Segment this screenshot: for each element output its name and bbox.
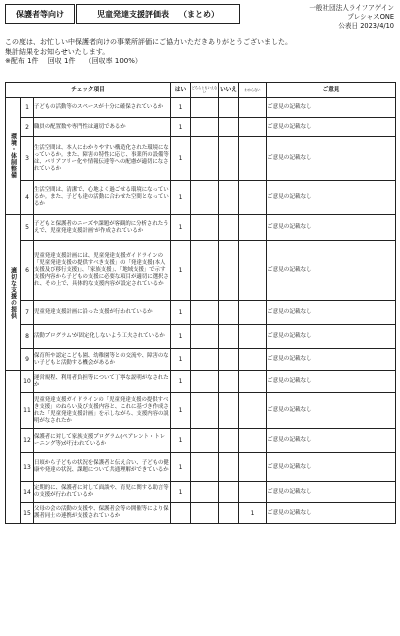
item-number: 12 xyxy=(21,429,34,453)
comment-cell: ご意見の記載なし xyxy=(267,429,396,453)
intro-thanks: この度は、お忙しい中保護者向けの事業所評価にご協力いただきありがとうございました。 xyxy=(5,38,292,46)
check-item-text: 定期的に、保護者に対して面談や、育児に関する助言等の支援が行われているか xyxy=(34,482,171,503)
table-row xyxy=(6,429,396,453)
answer-yes-count: 1 xyxy=(171,215,191,241)
answer-no-count xyxy=(219,98,239,118)
item-number: 6 xyxy=(21,241,34,301)
answer-no-count xyxy=(219,453,239,482)
answer-yes-count: 1 xyxy=(171,137,191,181)
category-cell: 適切な支援の提供 xyxy=(6,215,21,371)
check-item-text: 児童発達支援ガイドラインの「児童発達支援の提供すべき支援」のねらい及び支援内容と、これに基づき作成された「児童発達支援計画」を示しながら、支援内容の説明がなされたか xyxy=(34,393,171,429)
answer-no-count xyxy=(219,393,239,429)
comment-cell: ご意見の記載なし xyxy=(267,371,396,393)
table-row xyxy=(6,118,396,137)
item-number: 14 xyxy=(21,482,34,503)
answer-unknown-count xyxy=(239,118,267,137)
table-row xyxy=(6,98,396,118)
table-row xyxy=(6,325,396,349)
answer-no-count xyxy=(219,429,239,453)
comment-cell: ご意見の記載なし xyxy=(267,137,396,181)
answer-no-count xyxy=(219,371,239,393)
answer-unknown-count xyxy=(239,393,267,429)
answer-yes-count: 1 xyxy=(171,453,191,482)
check-item-text: 児童発達支援計画に沿った支援が行われているか xyxy=(34,301,171,325)
answer-yes-count: 1 xyxy=(171,98,191,118)
answer-unknown-count xyxy=(239,181,267,215)
answer-unknown-count xyxy=(239,301,267,325)
check-item-text: 日頃から子どもの状況を保護者と伝え合い、子どもの健康や発達の状況、課題について共通理解ができているか xyxy=(34,453,171,482)
check-item-text: 保護者に対して家族支援プログラム(ペアレント・トレーニング等)が行われているか xyxy=(34,429,171,453)
answer-neither-count xyxy=(191,503,219,524)
comment-cell: ご意見の記載なし xyxy=(267,301,396,325)
item-number: 8 xyxy=(21,325,34,349)
table-row xyxy=(6,241,396,301)
comment-cell: ご意見の記載なし xyxy=(267,349,396,371)
header-yes: はい xyxy=(171,83,191,98)
answer-no-count xyxy=(219,241,239,301)
answer-yes-count: 1 xyxy=(171,393,191,429)
answer-unknown-count xyxy=(239,429,267,453)
answer-unknown-count xyxy=(239,241,267,301)
answer-neither-count xyxy=(191,98,219,118)
comment-cell: ご意見の記載なし xyxy=(267,181,396,215)
item-number: 3 xyxy=(21,137,34,181)
check-item-text: 子どもと保護者のニーズや課題が客観的に分析されたうえで、児童発達支援計画'が作成されているか xyxy=(34,215,171,241)
check-item-text: 職員の配置数や専門性は適切であるか xyxy=(34,118,171,137)
item-number: 5 xyxy=(21,215,34,241)
answer-yes-count: 1 xyxy=(171,429,191,453)
comment-cell: ご意見の記載なし xyxy=(267,118,396,137)
title-box xyxy=(76,4,240,24)
header-neither: どちらともいえない xyxy=(191,83,219,98)
header-comment: ご意見 xyxy=(267,83,396,98)
document-title: 児童発達支援評価表 xyxy=(97,9,169,19)
header-no: いいえ xyxy=(219,83,239,98)
answer-unknown-count xyxy=(239,482,267,503)
org-name: 一般社団法人ライフアゲイン xyxy=(309,4,394,12)
answer-neither-count xyxy=(191,349,219,371)
answer-unknown-count xyxy=(239,371,267,393)
answer-no-count xyxy=(219,349,239,371)
answer-neither-count xyxy=(191,181,219,215)
document-subtitle: （まとめ） xyxy=(179,9,219,19)
category-cell xyxy=(6,371,21,524)
answer-neither-count xyxy=(191,371,219,393)
item-number: 1 xyxy=(21,98,34,118)
audience-box xyxy=(5,4,75,24)
answer-yes-count: 1 xyxy=(171,349,191,371)
comment-cell: ご意見の記載なし xyxy=(267,453,396,482)
item-number: 15 xyxy=(21,503,34,524)
check-item-text: 父母の会の活動の支援や、保護者会等の開催等により保護者同士の連携が支援されているか xyxy=(34,503,171,524)
answer-yes-count: 1 xyxy=(171,181,191,215)
intro-response-rate: ※配布 1件 回収 1件 （回収率 100%） xyxy=(5,57,142,65)
table-row xyxy=(6,482,396,503)
table-row xyxy=(6,393,396,429)
check-item-text: 活動プログラム'が固定化しないよう工夫されているか xyxy=(34,325,171,349)
answer-neither-count xyxy=(191,301,219,325)
answer-yes-count: 1 xyxy=(171,482,191,503)
answer-no-count xyxy=(219,482,239,503)
answer-neither-count xyxy=(191,137,219,181)
answer-yes-count: 1 xyxy=(171,371,191,393)
answer-yes-count: 1 xyxy=(171,325,191,349)
publish-date: 公表日 2023/4/10 xyxy=(338,22,394,30)
table-row xyxy=(6,371,396,393)
table-row xyxy=(6,215,396,241)
comment-cell: ご意見の記載なし xyxy=(267,482,396,503)
intro-results: 集計結果をお知らせいたします。 xyxy=(5,47,110,56)
item-number: 13 xyxy=(21,453,34,482)
header-unknown: わからない xyxy=(239,83,267,98)
answer-neither-count xyxy=(191,453,219,482)
comment-cell: ご意見の記載なし xyxy=(267,503,396,524)
item-number: 7 xyxy=(21,301,34,325)
answer-no-count xyxy=(219,503,239,524)
answer-yes-count: 1 xyxy=(171,241,191,301)
answer-no-count xyxy=(219,325,239,349)
organization-block xyxy=(309,4,394,31)
check-item-text: 生活空間は、本人にわかりやすい構造化された環境になっているか。また、障害の特性に応じ、事業所の設備等は、バリアフリー化や情報伝達等への配慮が適切になされているか xyxy=(34,137,171,181)
category-cell: 環境・体制整備 xyxy=(6,98,21,215)
item-number: 4 xyxy=(21,181,34,215)
facility-name: プレシャスONE xyxy=(347,13,394,21)
table-row xyxy=(6,349,396,371)
answer-no-count xyxy=(219,301,239,325)
comment-cell: ご意見の記載なし xyxy=(267,325,396,349)
answer-unknown-count xyxy=(239,349,267,371)
evaluation-table xyxy=(5,82,396,524)
answer-neither-count xyxy=(191,325,219,349)
table-body xyxy=(6,98,396,524)
answer-unknown-count xyxy=(239,98,267,118)
answer-neither-count xyxy=(191,393,219,429)
answer-no-count xyxy=(219,137,239,181)
audience-label: 保護者等向け xyxy=(16,9,64,19)
answer-yes-count: 1 xyxy=(171,118,191,137)
table-row xyxy=(6,453,396,482)
answer-unknown-count xyxy=(239,453,267,482)
item-number: 2 xyxy=(21,118,34,137)
answer-no-count xyxy=(219,215,239,241)
table-row xyxy=(6,301,396,325)
answer-no-count xyxy=(219,118,239,137)
answer-neither-count xyxy=(191,429,219,453)
answer-neither-count xyxy=(191,482,219,503)
answer-unknown-count xyxy=(239,325,267,349)
answer-unknown-count xyxy=(239,215,267,241)
answer-neither-count xyxy=(191,118,219,137)
check-item-text: 保育所や認定こども園、幼稚園等との交流や、障害のない子どもと活動する機会があるか xyxy=(34,349,171,371)
answer-unknown-count xyxy=(239,137,267,181)
comment-cell: ご意見の記載なし xyxy=(267,241,396,301)
item-number: 9 xyxy=(21,349,34,371)
table-row xyxy=(6,503,396,524)
answer-yes-count xyxy=(171,503,191,524)
table-header-row xyxy=(6,83,396,98)
answer-neither-count xyxy=(191,241,219,301)
check-item-text: 児童発達支援計画には、児童発達支援ガイドラインの「児童発達支援の提供すべき支援」の「発達支援(本人支援及び移行支援)」、「家族支援」、「地域支援」で示す支援内容から子どもの支援に必要な項目が適切に選択され、その上で、具体的な支援内容が設定されているか xyxy=(34,241,171,301)
answer-unknown-count: 1 xyxy=(239,503,267,524)
header-check-item: チェック項目 xyxy=(6,83,171,98)
item-number: 11 xyxy=(21,393,34,429)
table-row xyxy=(6,137,396,181)
check-item-text: 生活空間は、清潔で、心地よく過ごせる環境になっているか。また、子ども達の活動に合わせた空間となっているか xyxy=(34,181,171,215)
answer-no-count xyxy=(219,181,239,215)
answer-neither-count xyxy=(191,215,219,241)
check-item-text: 運営規程、利用者負担等について丁寧な説明がなされたか xyxy=(34,371,171,393)
comment-cell: ご意見の記載なし xyxy=(267,215,396,241)
check-item-text: 子どもの活動等のスペースが十分に確保されているか xyxy=(34,98,171,118)
table-row xyxy=(6,181,396,215)
comment-cell: ご意見の記載なし xyxy=(267,393,396,429)
comment-cell: ご意見の記載なし xyxy=(267,98,396,118)
item-number: 10 xyxy=(21,371,34,393)
intro-text xyxy=(5,38,395,67)
answer-yes-count: 1 xyxy=(171,301,191,325)
